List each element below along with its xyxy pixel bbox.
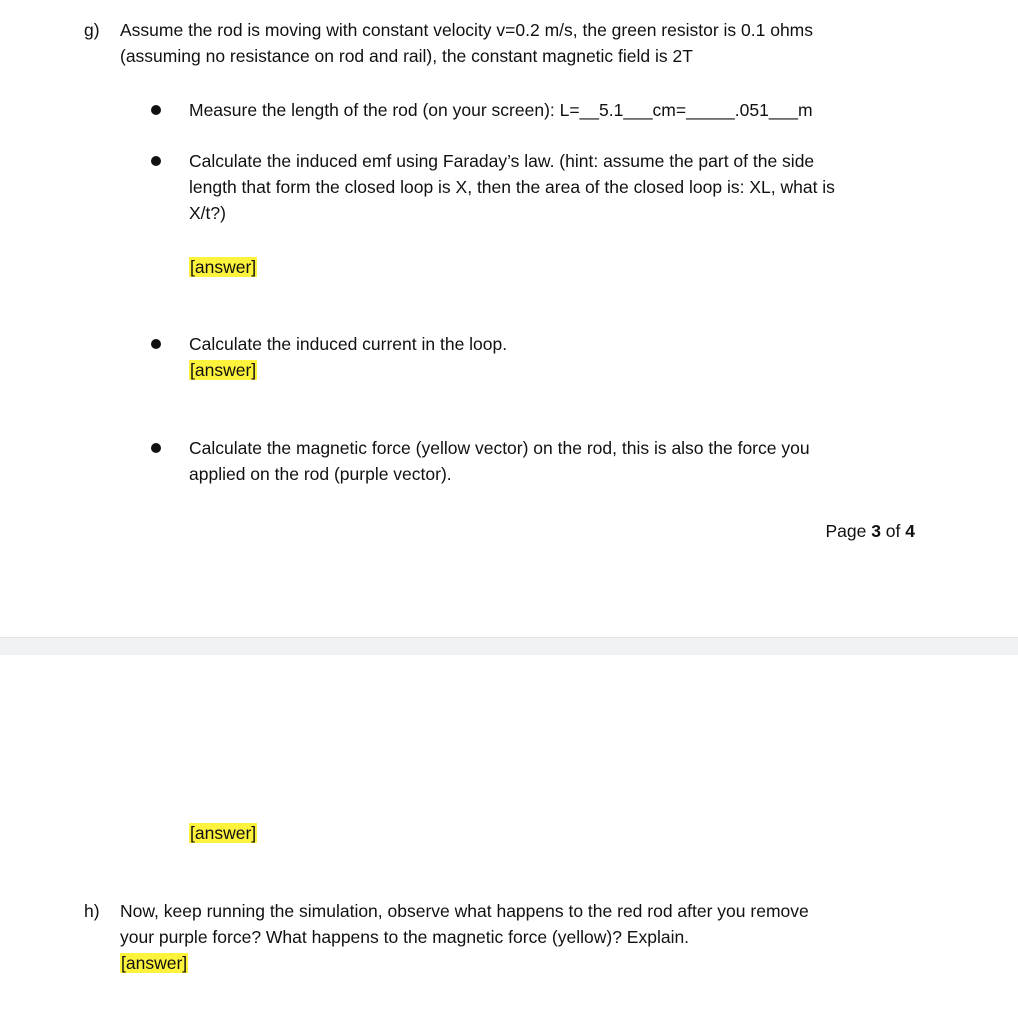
bullet-dot-2 xyxy=(151,156,161,166)
bullet-emf-line2: length that form the closed loop is X, then the area of the closed loop is: XL, what is xyxy=(189,177,835,197)
current-answer-text: [answer] xyxy=(190,360,257,380)
part-h-answer-placeholder[interactable] xyxy=(120,950,910,976)
page-current: 3 xyxy=(871,521,881,541)
part-g-label: g) xyxy=(84,20,100,40)
page-total: 4 xyxy=(905,521,915,541)
force-answer-text: [answer] xyxy=(190,823,257,843)
force-answer-placeholder[interactable] xyxy=(189,820,924,846)
current-answer-placeholder[interactable] xyxy=(189,357,924,383)
page-number xyxy=(825,518,915,544)
page-break xyxy=(0,637,1018,655)
part-h-answer-text: [answer] xyxy=(121,953,188,973)
bullet-dot-4 xyxy=(151,443,161,453)
bullet-current-line1: Calculate the induced current in the loop. xyxy=(189,334,508,354)
part-h-line2: your purple force? What happens to the magnetic force (yellow)? Explain. xyxy=(120,927,690,947)
emf-answer-text: [answer] xyxy=(190,257,257,277)
emf-answer-placeholder[interactable] xyxy=(189,254,924,280)
page-word: Page xyxy=(825,521,872,541)
page-of: of xyxy=(880,521,906,541)
part-g-line1: Assume the rod is moving with constant velocity v=0.2 m/s, the green resistor is 0.1 ohms xyxy=(120,20,814,40)
bullet-dot-3 xyxy=(151,339,161,349)
part-g-line2: (assuming no resistance on rod and rail), the constant magnetic field is 2T xyxy=(120,46,693,66)
bullet-measure-length: Measure the length of the rod (on your screen): L=__5.1___cm=_____.051___m xyxy=(189,100,813,120)
bullet-force-line2: applied on the rod (purple vector). xyxy=(189,464,452,484)
bullet-emf-line3: X/t?) xyxy=(189,203,226,223)
bullet-force-line1: Calculate the magnetic force (yellow vector) on the rod, this is also the force you xyxy=(189,438,810,458)
bullet-emf-line1: Calculate the induced emf using Faraday’s law. (hint: assume the part of the side xyxy=(189,151,815,171)
part-h-label: h) xyxy=(84,901,100,921)
bullet-dot-1 xyxy=(151,105,161,115)
part-h-line1: Now, keep running the simulation, observe what happens to the red rod after you remove xyxy=(120,901,809,921)
